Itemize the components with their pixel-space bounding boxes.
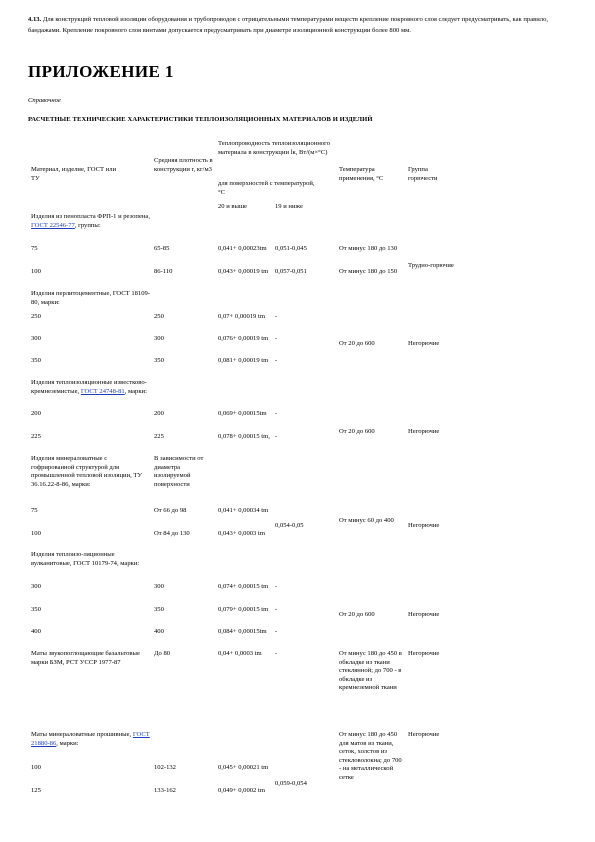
header-flammability: Группа горючести [408,166,438,182]
header-density: Средняя плотность в конструкции r, кг/м3 [154,157,213,173]
row-density: 102-132 [154,764,176,771]
group-title-frp: Изделия из пенопласта ФРП-1 и резопена, ГОСТ 22546-77, группы: [31,213,150,229]
group-temp: От 20 до 600 [339,340,375,347]
row-k20: 0,074+ 0,00015 tm [218,583,269,590]
density-note: В зависимости от диаметра изолируемой поверхности [154,455,204,488]
group-flammability: Трудно-горючие [408,262,454,269]
row-mark: 125 [31,787,41,794]
row-temp: От минус 180 до 450 в обкладке из ткани стеклянной; до 700 - в обкладке из кремнеземной ткани [339,650,402,692]
row-k19: - [275,650,278,657]
group-flammability: Негорючие [408,522,440,529]
row-mark: 75 [31,507,38,514]
row-k20: 0,043+ 0,0003 tm [218,530,265,537]
clause-number: 4.13. [28,16,42,23]
group-flammability: Негорючие [408,650,440,657]
row-density: От 84 до 130 [154,530,190,537]
row-mark: 200 [31,410,41,417]
header-conductivity: Теплопроводность теплоизоляционного материала в конструкции lк, Вт/(м×°С) [218,140,331,156]
row-mark: 350 [31,606,41,613]
row-mark: 100 [31,530,41,537]
row-k19: - [275,583,278,590]
group-flammability: Негорючие [408,340,440,347]
row-k19: - [275,410,278,417]
group-title-corrugated: Изделия минераловатные с гофрированной структурой для промышленной тепловой изоляции, ТУ 36.16.22-8-86, марки: [31,455,143,488]
row-k20: 0,078+ 0,00015 tm, [218,433,270,440]
reference-label: Справочное [28,97,61,104]
row-density: До 80 [154,650,171,657]
group-temp: От 20 до 600 [339,428,375,435]
row-k20: 0,041+ 0,00023tm [218,245,267,252]
row-k20: 0,04+ 0,0003 tm [218,650,262,657]
row-k20: 0,079+ 0,00015 tm [218,606,269,613]
row-k19: - [275,606,278,613]
row-density: 300 [154,335,164,342]
header-t19: 19 и ниже [275,203,303,210]
gost-link[interactable]: ГОСТ 24748-81 [80,387,125,395]
row-k19: - [275,357,278,364]
row-k20: 0,045+ 0,00021 tm [218,764,269,771]
group-title-perlite: Изделия перлитоцементные, ГОСТ 18109-80, марки: [31,290,150,306]
group-k19: 0,054-0,05 [275,522,304,529]
row-density: 350 [154,357,164,364]
row-k19: - [275,628,278,635]
header-material: Материал, изделие, ГОСТ или ТУ [31,166,117,182]
row-k20: 0,07+ 0,00019 tm [218,313,265,320]
row-density: 350 [154,606,164,613]
header-surface-temp: для поверхностей с температурой, °С [218,180,315,196]
row-mark: 100 [31,268,41,275]
group-temp: От 20 до 600 [339,611,375,618]
row-k20: 0,076+ 0,00019 tm [218,335,269,342]
row-mark: 225 [31,433,41,440]
row-density: 225 [154,433,164,440]
row-mark: 350 [31,357,41,364]
group-title-lime-silica: Изделия теплоизоляционные известково-кремнеземистые, ГОСТ 24748-81, марки: [31,379,147,395]
group-flammability: Негорючие [408,731,440,738]
row-density: 300 [154,583,164,590]
row-k19: - [275,335,278,342]
row-density: 133-162 [154,787,176,794]
row-k20: 0,049+ 0,0002 tm [218,787,265,794]
header-temperature: Температура применения, °С [339,166,384,182]
group-temp: От минус 60 до 400 [339,517,394,524]
appendix-title: ПРИЛОЖЕНИЕ 1 [28,62,174,81]
row-temp: От минус 180 до 150 [339,268,398,275]
table-title: РАСЧЕТНЫЕ ТЕХНИЧЕСКИЕ ХАРАКТЕРИСТИКИ ТЕПЛОИЗОЛЯЦИОННЫХ МАТЕРИАЛОВ И ИЗДЕЛИЙ [28,116,373,123]
row-density: 200 [154,410,164,417]
row-density: От 66 до 98 [154,507,187,514]
row-mark: 100 [31,764,41,771]
row-mark: 300 [31,335,41,342]
row-k20: 0,041+ 0,00034 tm [218,507,269,514]
row-k20: 0,043+ 0,00019 tm [218,268,269,275]
row-k20: 0,081+ 0,00019 tm [218,357,269,364]
row-density: 65-85 [154,245,170,252]
intro-paragraph [28,14,568,37]
row-k20: 0,084+ 0,00015tm [218,628,267,635]
row-density: 250 [154,313,164,320]
group-title-stitched-mats: Маты минераловатные прошивные, ГОСТ 21880-86, марки: [31,731,150,747]
row-k19: 0,057-0,051 [275,268,307,275]
group-flammability: Негорючие [408,611,440,618]
row-k19: 0,051-0,045 [275,245,307,252]
row-k19: - [275,313,278,320]
group-flammability: Негорючие [408,428,440,435]
row-mark: 75 [31,245,38,252]
row-k19: - [275,433,278,440]
row-density: 86-110 [154,268,173,275]
header-t20: 20 и выше [218,203,247,210]
row-temp: От минус 180 до 450 для матов из ткани, сеток, холстов из стекловолокна; до 700 - на металлической сетке [339,731,402,781]
gost-link[interactable]: ГОСТ 21880-86 [31,731,150,747]
row-mark: 300 [31,583,41,590]
group-title-vulcanite: Изделия теплоизо-ляционные вулканитовые, ГОСТ 10179-74, марки: [31,551,140,567]
row-temp: От минус 180 до 130 [339,245,398,252]
row-mark: 400 [31,628,41,635]
group-title-bzm: Маты звукопоглощающие базальтовые марки БЗМ, РСТ УССР 1977-87 [31,650,140,666]
row-density: 400 [154,628,164,635]
row-mark: 250 [31,313,41,320]
clause-text: Для конструкций тепловой изоляции оборудования и трубопроводов с отрицательными температурами веществ крепление покровного слоя следует предусматривать, как правило, бандажами. Крепление покровного слоя винтами допускается предусматривать при диаметре изоляционной конструкции более 800 мм. [28,16,549,35]
group-k19: 0,059-0,054 [275,780,307,787]
row-k20: 0,069+ 0,00015tm [218,410,267,417]
gost-link[interactable]: ГОСТ 22546-77 [31,221,75,229]
